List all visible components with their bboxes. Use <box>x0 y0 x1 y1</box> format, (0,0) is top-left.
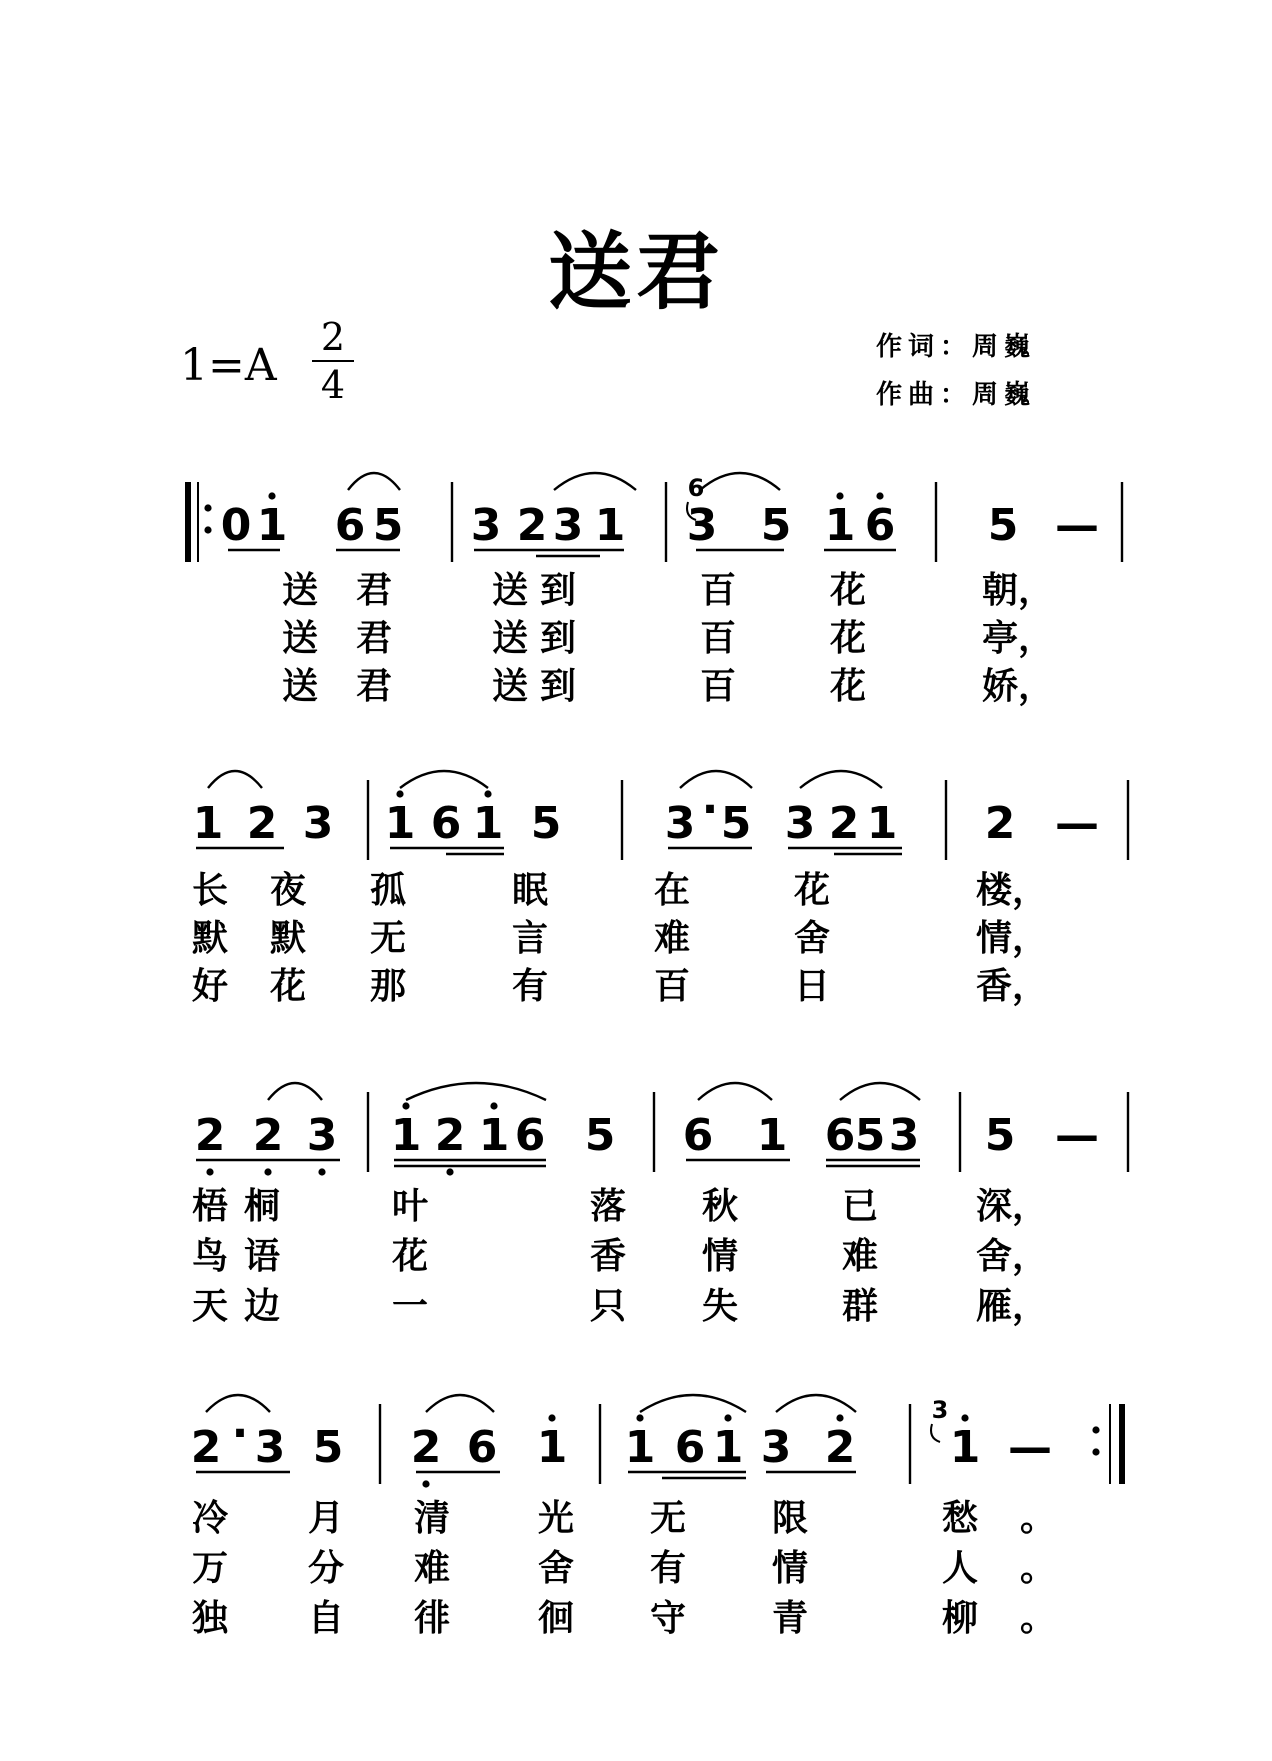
jianpu-note: 1 <box>478 1110 510 1161</box>
lyric-char: 已 <box>841 1185 879 1227</box>
jianpu-note: 6 <box>674 1422 706 1473</box>
grace-note: 6 <box>687 474 705 502</box>
lyric-char: 桐 <box>243 1185 281 1227</box>
low-octave-dot <box>206 1168 213 1175</box>
jianpu-note: 3 <box>306 1110 338 1161</box>
jianpu-note: 2 <box>828 798 860 849</box>
lyric-char: 送 <box>491 617 529 659</box>
jianpu-note: 5 <box>584 1110 616 1161</box>
high-octave-dot <box>548 1414 555 1421</box>
repeat-dot <box>1092 1448 1099 1455</box>
jianpu-note: 1 <box>256 500 288 551</box>
jianpu-note: 2 <box>984 798 1016 849</box>
jianpu-note: 1 <box>712 1422 744 1473</box>
jianpu-note: 6 <box>514 1110 546 1161</box>
lyric-char: 情， <box>975 917 1049 959</box>
high-octave-dot <box>836 1414 843 1421</box>
lyric-char: 香 <box>589 1235 627 1277</box>
jianpu-note: 2 <box>246 798 278 849</box>
low-octave-dot <box>318 1168 325 1175</box>
augmentation-dot: · <box>701 784 719 835</box>
jianpu-note: 1 <box>824 500 856 551</box>
high-octave-dot <box>836 492 843 499</box>
lyric-char: 亭， <box>981 617 1055 659</box>
lyric-char: 花 <box>793 869 831 911</box>
lyric-char: 难 <box>841 1235 879 1277</box>
lyric-char: 默 <box>191 917 229 959</box>
repeat-dot <box>204 526 211 533</box>
slur <box>700 473 780 490</box>
jianpu-note: 6 <box>824 1110 856 1161</box>
lyric-char: 雁， <box>975 1285 1049 1327</box>
lyric-char: 鸟 <box>191 1235 229 1277</box>
lyric-char: 花 <box>829 569 867 611</box>
lyric-char: 眠 <box>511 869 549 911</box>
lyric-char: 。 <box>1019 1547 1057 1589</box>
lyric-char: 青 <box>771 1597 809 1639</box>
lyric-char: 失 <box>701 1285 739 1327</box>
jianpu-note: 1 <box>756 1110 788 1161</box>
lyric-char: 朝， <box>981 569 1055 611</box>
jianpu-note: 0 <box>220 500 252 551</box>
lyric-char: 花 <box>829 617 867 659</box>
jianpu-note: 3 <box>888 1110 920 1161</box>
lyric-char: 光 <box>537 1497 575 1539</box>
lyric-char: 有 <box>649 1547 687 1589</box>
extension-dash: — <box>1055 1110 1099 1161</box>
slur <box>400 771 488 788</box>
jianpu-note: 1 <box>594 500 626 551</box>
time-signature-bottom: 4 <box>320 363 346 407</box>
lyric-char: 有 <box>511 965 549 1007</box>
jianpu-note: 6 <box>864 500 896 551</box>
high-octave-dot <box>961 1414 968 1421</box>
lyric-char: 情 <box>771 1547 809 1589</box>
jianpu-note: 3 <box>760 1422 792 1473</box>
grace-note: 3 <box>931 1396 949 1424</box>
lyric-char: 清 <box>413 1497 451 1539</box>
high-octave-dot <box>402 1102 409 1109</box>
high-octave-dot <box>876 492 883 499</box>
slur <box>406 1083 546 1100</box>
jianpu-note: 5 <box>760 500 792 551</box>
lyric-char: 送 <box>281 617 319 659</box>
lyric-char: 送 <box>281 569 319 611</box>
jianpu-note: 5 <box>530 798 562 849</box>
high-octave-dot <box>396 790 403 797</box>
jianpu-note: 2 <box>516 500 548 551</box>
lyric-char: 送 <box>281 665 319 707</box>
jianpu-note: 1 <box>949 1422 981 1473</box>
jianpu-note: 1 <box>624 1422 656 1473</box>
lyric-char: 梧 <box>191 1185 229 1227</box>
slur <box>208 771 262 788</box>
lyric-char: 君 <box>355 569 393 611</box>
lyric-char: 语 <box>243 1235 281 1277</box>
lyric-char: 到 <box>539 569 577 611</box>
lyric-char: 情 <box>701 1235 739 1277</box>
low-octave-dot <box>446 1168 453 1175</box>
lyric-char: 柳 <box>941 1597 979 1639</box>
jianpu-note: 1 <box>384 798 416 849</box>
lyric-char: 百 <box>699 665 737 707</box>
lyric-char: 自 <box>307 1597 345 1639</box>
lyric-char: 叶 <box>391 1185 429 1227</box>
lyric-char: 深， <box>975 1185 1049 1227</box>
lyric-char: 群 <box>841 1285 879 1327</box>
lyric-char: 舍 <box>793 917 831 959</box>
extension-dash: — <box>1008 1422 1052 1473</box>
composer-credit: 作曲：周巍 <box>876 380 1037 410</box>
jianpu-note: 1 <box>390 1110 422 1161</box>
jianpu-note: 6 <box>466 1422 498 1473</box>
lyric-char: 孤 <box>369 869 407 911</box>
lyric-char: 那 <box>369 965 407 1007</box>
lyric-char: 花 <box>391 1235 429 1277</box>
high-octave-dot <box>268 492 275 499</box>
lyric-char: 百 <box>699 617 737 659</box>
lyric-char: 难 <box>653 917 691 959</box>
slur <box>776 1395 856 1412</box>
lyric-char: 愁 <box>941 1497 979 1539</box>
jianpu-note: 2 <box>410 1422 442 1473</box>
lyric-char: 言 <box>511 917 549 959</box>
song-title: 送君 <box>547 222 724 321</box>
slur <box>554 473 636 490</box>
lyric-char: 花 <box>829 665 867 707</box>
lyric-char: 天 <box>191 1285 229 1327</box>
lyric-char: 舍 <box>537 1547 575 1589</box>
jianpu-note: 3 <box>552 500 584 551</box>
lyric-char: 冷 <box>191 1497 229 1539</box>
lyric-char: 独 <box>191 1597 229 1639</box>
lyric-char: 在 <box>653 869 691 911</box>
jianpu-note: 3 <box>664 798 696 849</box>
jianpu-note: 2 <box>434 1110 466 1161</box>
lyric-char: 送 <box>491 569 529 611</box>
lyric-char: 月 <box>307 1497 345 1539</box>
lyric-char: 落 <box>589 1185 627 1227</box>
jianpu-note: 5 <box>854 1110 886 1161</box>
extension-dash: — <box>1055 798 1099 849</box>
jianpu-note: 2 <box>194 1110 226 1161</box>
lyric-char: 难 <box>413 1547 451 1589</box>
jianpu-note: 6 <box>430 798 462 849</box>
low-octave-dot <box>264 1168 271 1175</box>
repeat-dot <box>1092 1426 1099 1433</box>
lyric-char: 无 <box>649 1497 687 1539</box>
time-signature-top: 2 <box>320 315 346 359</box>
slur <box>640 1395 746 1412</box>
jianpu-note: 5 <box>987 500 1019 551</box>
lyricist-credit: 作词：周巍 <box>876 332 1037 362</box>
lyric-char: 花 <box>269 965 307 1007</box>
lyric-char: 守 <box>649 1597 687 1639</box>
high-octave-dot <box>484 790 491 797</box>
slur <box>800 771 882 788</box>
jianpu-note: 1 <box>192 798 224 849</box>
lyric-char: 一 <box>391 1285 429 1327</box>
slur <box>348 473 400 490</box>
lyric-char: 楼， <box>975 869 1049 911</box>
low-octave-dot <box>422 1480 429 1487</box>
jianpu-note: 1 <box>472 798 504 849</box>
lyric-char: 到 <box>539 665 577 707</box>
jianpu-note: 3 <box>302 798 334 849</box>
lyric-char: 君 <box>355 665 393 707</box>
jianpu-note: 2 <box>824 1422 856 1473</box>
augmentation-dot: · <box>231 1408 249 1459</box>
repeat-dot <box>204 504 211 511</box>
jianpu-note: 5 <box>372 500 404 551</box>
lyric-char: 人 <box>941 1547 979 1589</box>
jianpu-note: 6 <box>682 1110 714 1161</box>
jianpu-note: 2 <box>190 1422 222 1473</box>
lyric-char: 。 <box>1019 1597 1057 1639</box>
lyric-char: 只 <box>589 1285 627 1327</box>
grace-note-hook <box>931 1424 940 1442</box>
high-octave-dot <box>636 1414 643 1421</box>
jianpu-note: 1 <box>536 1422 568 1473</box>
lyric-char: 限 <box>771 1497 809 1539</box>
jianpu-note: 2 <box>252 1110 284 1161</box>
lyric-char: 娇， <box>981 665 1055 707</box>
lyric-char: 君 <box>355 617 393 659</box>
lyric-char: 万 <box>191 1547 229 1589</box>
lyric-char: 日 <box>793 965 831 1007</box>
jianpu-note: 5 <box>984 1110 1016 1161</box>
high-octave-dot <box>724 1414 731 1421</box>
slur <box>698 1083 772 1100</box>
jianpu-note: 6 <box>334 500 366 551</box>
lyric-char: 秋 <box>701 1185 739 1227</box>
high-octave-dot <box>490 1102 497 1109</box>
jianpu-note: 5 <box>720 798 752 849</box>
lyric-char: 舍， <box>975 1235 1049 1277</box>
lyric-char: 徘 <box>413 1597 451 1639</box>
lyric-char: 无 <box>369 917 407 959</box>
key-signature: 1=A <box>180 340 277 391</box>
lyric-char: 徊 <box>537 1597 575 1639</box>
jianpu-note: 3 <box>686 500 718 551</box>
lyric-char: 。 <box>1019 1497 1057 1539</box>
lyric-char: 香， <box>975 965 1049 1007</box>
lyric-char: 百 <box>699 569 737 611</box>
lyric-char: 分 <box>307 1547 345 1589</box>
jianpu-note: 3 <box>470 500 502 551</box>
jianpu-note: 1 <box>866 798 898 849</box>
jianpu-note: 3 <box>784 798 816 849</box>
lyric-char: 边 <box>243 1285 281 1327</box>
lyric-char: 到 <box>539 617 577 659</box>
lyric-char: 好 <box>191 965 229 1007</box>
lyric-char: 默 <box>269 917 307 959</box>
jianpu-note: 5 <box>312 1422 344 1473</box>
jianpu-note: 3 <box>254 1422 286 1473</box>
lyric-char: 夜 <box>269 869 307 911</box>
slur <box>426 1395 494 1412</box>
extension-dash: — <box>1055 500 1099 551</box>
slur <box>268 1083 322 1100</box>
lyric-char: 长 <box>191 869 229 911</box>
lyric-char: 百 <box>653 965 691 1007</box>
slur <box>840 1083 920 1100</box>
lyric-char: 送 <box>491 665 529 707</box>
